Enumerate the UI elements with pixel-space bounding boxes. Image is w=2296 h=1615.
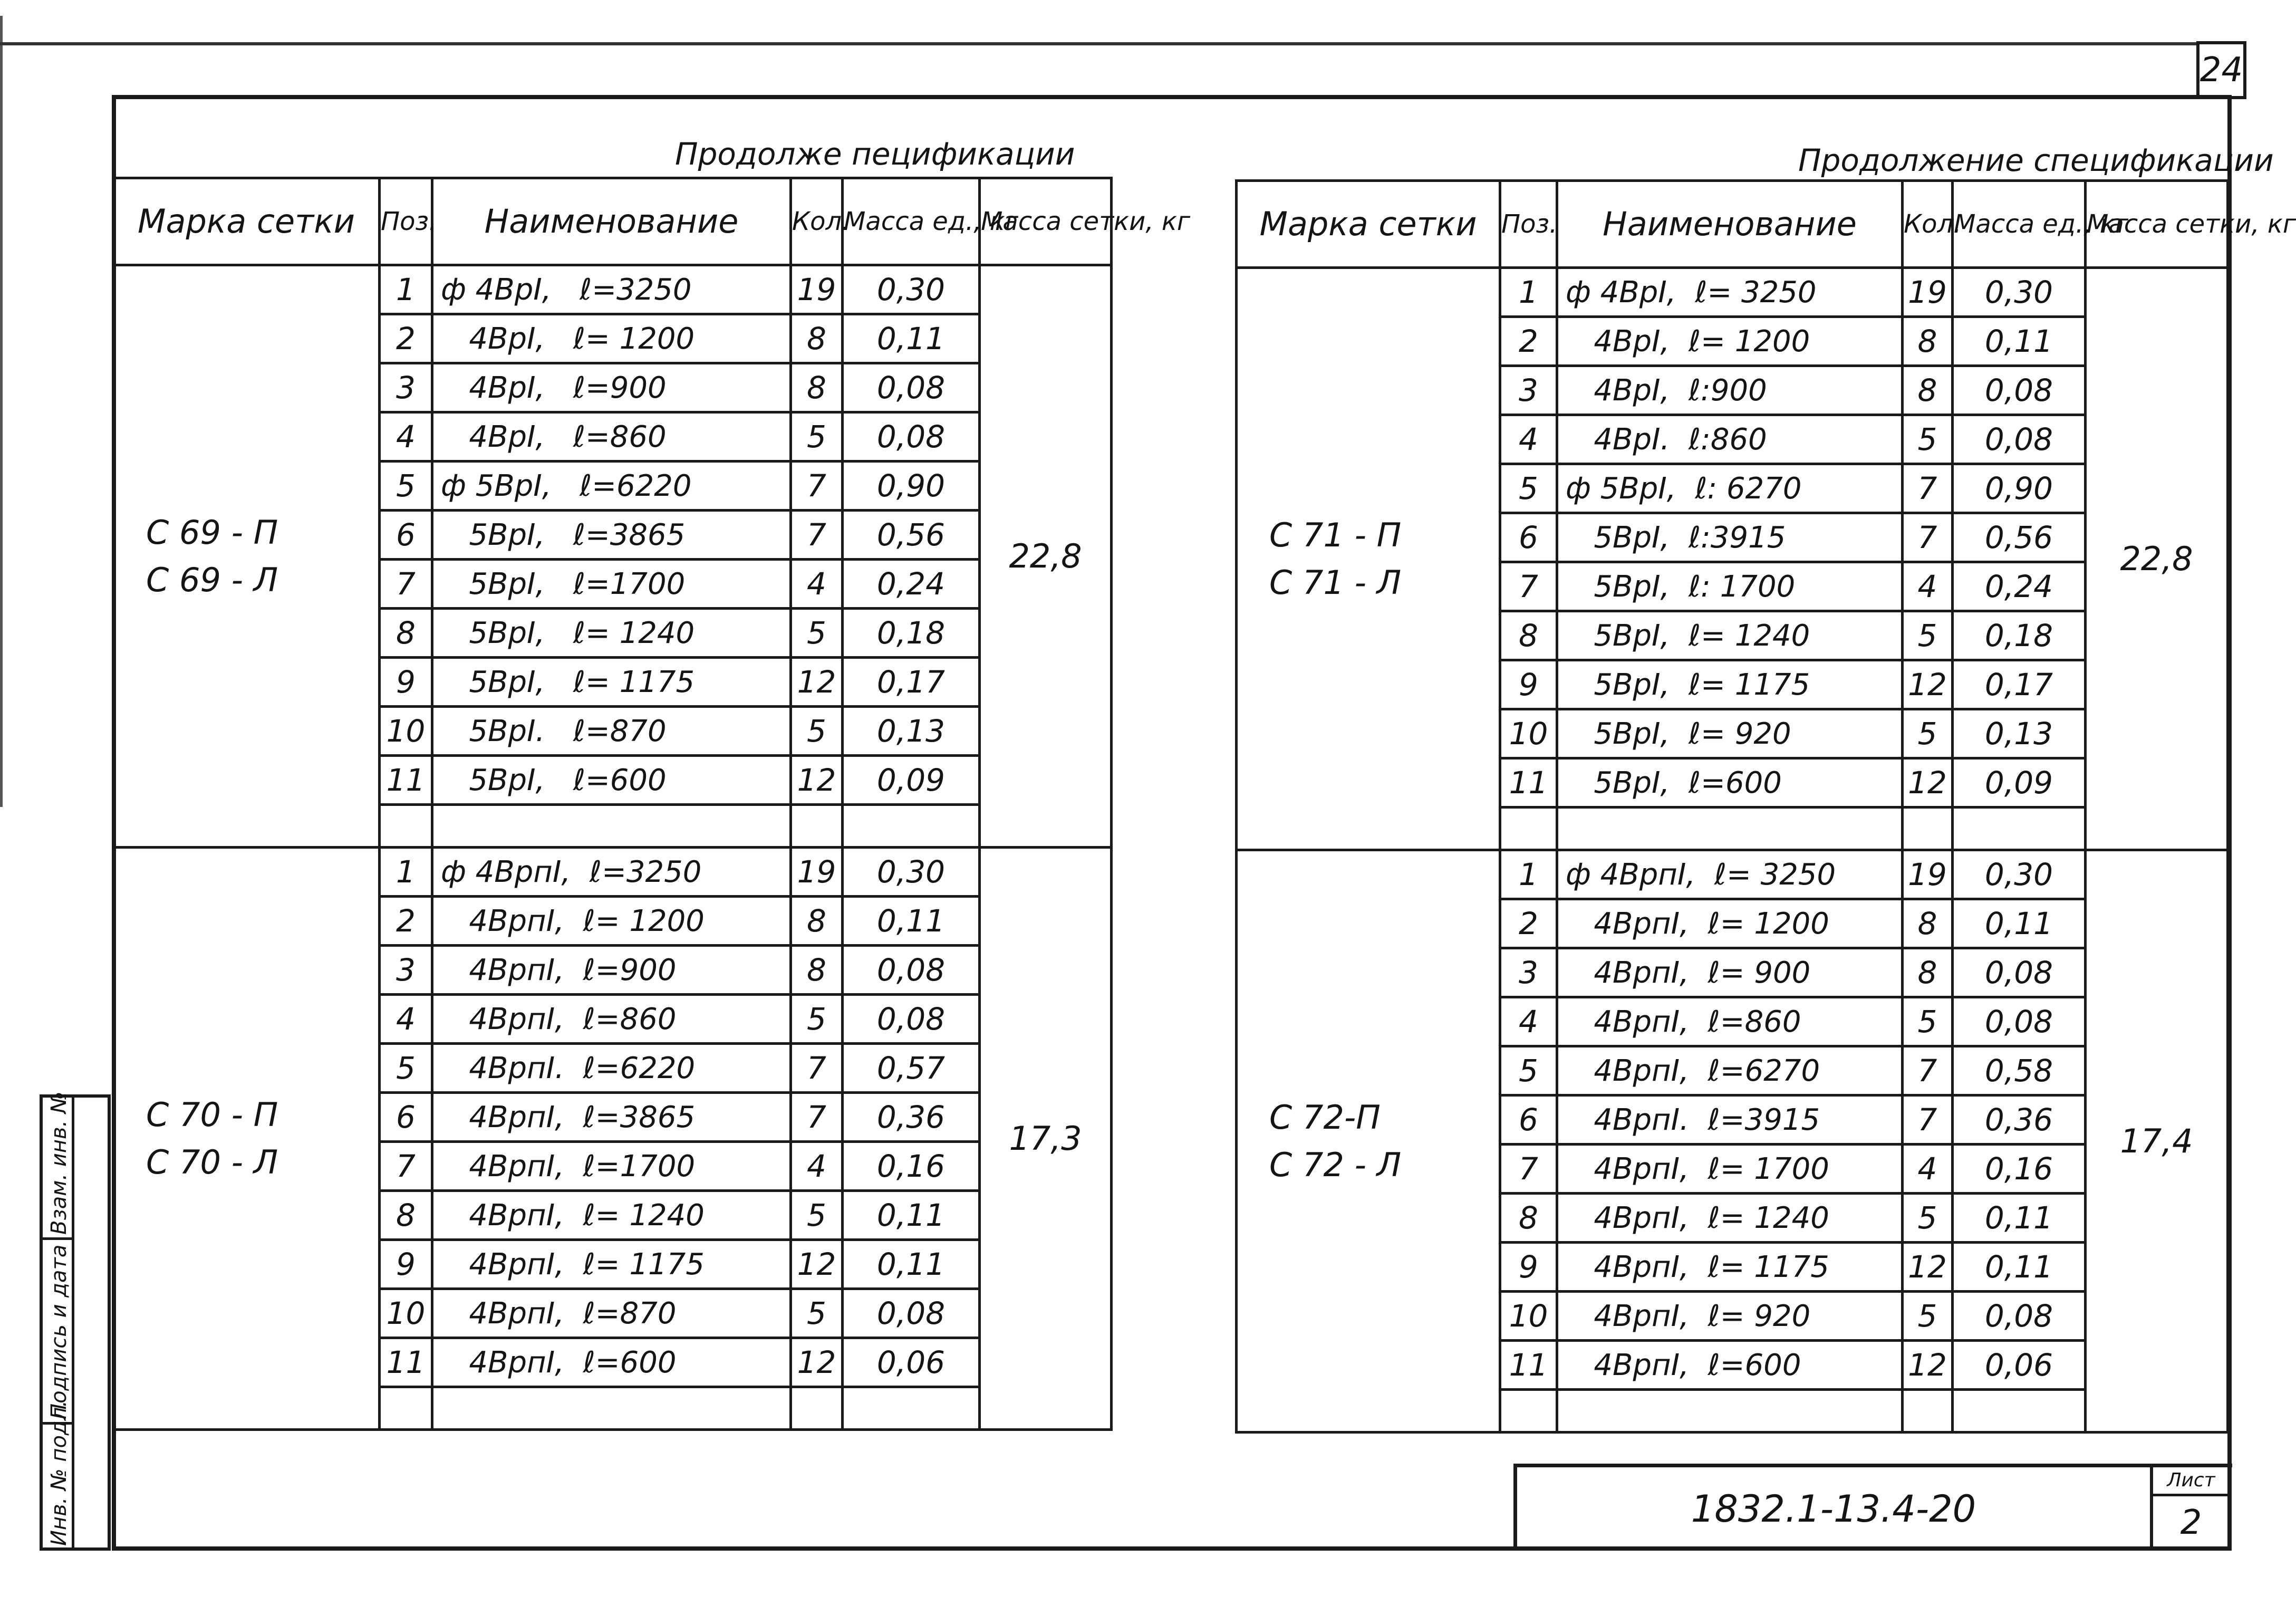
name-cell: 5ВрI, ℓ=1700 [432,560,791,609]
unit-mass-cell: 0,90 [843,462,980,511]
name-cell: ф 4ВрI, ℓ= 3250 [1557,268,1903,317]
header-qty: Кол. [791,178,843,265]
position-cell: 2 [380,897,432,946]
qty-cell: 5 [791,1289,843,1338]
unit-mass-cell: 0,11 [843,1240,980,1289]
sheet-box [2150,1467,2229,1551]
name-cell: 5ВрI, ℓ= 1175 [1557,660,1903,709]
name-cell: 4ВрпI, ℓ=600 [1557,1341,1903,1390]
position-cell: 9 [380,658,432,707]
qty-cell: 5 [1903,709,1953,758]
header-name: Наименование [432,178,791,265]
qty-cell: 5 [1903,1292,1953,1341]
position-cell: 2 [1500,317,1557,366]
empty-cell [432,805,791,848]
qty-cell: 4 [791,1142,843,1191]
unit-mass-cell: 0,30 [843,265,980,314]
position-cell: 5 [1500,464,1557,513]
left-table-caption: Продолже пецификации [675,136,1075,172]
position-cell: 10 [380,1289,432,1338]
qty-cell: 12 [791,1338,843,1387]
name-cell: 5ВрI, ℓ= 1240 [1557,611,1903,660]
qty-cell: 8 [791,363,843,412]
name-cell: 4ВрпI, ℓ= 1200 [1557,899,1903,948]
unit-mass-cell: 0,17 [843,658,980,707]
unit-mass-cell: 0,11 [843,314,980,363]
unit-mass-cell: 0,08 [843,995,980,1044]
name-cell: 4ВрпI, ℓ= 1200 [432,897,791,946]
left-spec-table [112,177,1191,1431]
position-cell: 1 [380,848,432,897]
document-code: 1832.1-13.4-20 [1691,1487,1976,1531]
qty-cell: 12 [1903,758,1953,808]
unit-mass-cell: 0,11 [1953,899,2086,948]
position-cell: 8 [380,609,432,658]
name-cell: 5ВрI, ℓ:3915 [1557,513,1903,562]
right-table-caption: Продолжение спецификации [1798,142,2274,178]
qty-cell: 12 [1903,1341,1953,1390]
qty-cell: 19 [1903,850,1953,899]
unit-mass-cell: 0,56 [843,511,980,560]
unit-mass-cell: 0,09 [1953,758,2086,808]
unit-mass-cell: 0,18 [843,609,980,658]
qty-cell: 8 [1903,948,1953,997]
qty-cell: 8 [791,314,843,363]
empty-cell [843,805,980,848]
name-cell: 4ВрпI, ℓ= 900 [1557,948,1903,997]
name-cell: 5ВрI, ℓ=3865 [432,511,791,560]
mark-left: С 69 - Л [146,560,278,599]
table-row [1237,850,2228,899]
position-cell: 9 [380,1240,432,1289]
header-qty: Кол. [1903,181,1953,268]
qty-cell: 5 [791,995,843,1044]
header-pos: Поз. [380,178,432,265]
unit-mass-cell: 0,08 [1953,415,2086,464]
unit-mass-cell: 0,16 [843,1142,980,1191]
position-cell: 3 [1500,366,1557,415]
unit-mass-cell: 0,56 [1953,513,2086,562]
name-cell: ф 5ВрI, ℓ=6220 [432,462,791,511]
unit-mass-cell: 0,11 [1953,317,2086,366]
empty-cell [1500,1390,1557,1433]
qty-cell: 8 [791,946,843,995]
qty-cell: 12 [1903,1243,1953,1292]
header-net-mass: Масса сетки, кг [2086,181,2228,268]
name-cell: 4ВрпI. ℓ=6220 [432,1044,791,1093]
name-cell: 4ВрпI, ℓ=900 [432,946,791,995]
qty-cell: 4 [1903,562,1953,611]
net-mass-cell: 22,8 [2086,268,2228,850]
position-cell: 6 [380,511,432,560]
unit-mass-cell: 0,13 [843,707,980,756]
qty-cell: 7 [1903,1046,1953,1095]
qty-cell: 7 [791,1044,843,1093]
table-row [113,265,1112,314]
header-mark: Марка сетки [1237,181,1500,268]
unit-mass-cell: 0,90 [1953,464,2086,513]
qty-cell: 8 [1903,899,1953,948]
position-cell: 11 [1500,758,1557,808]
position-cell: 5 [380,1044,432,1093]
header-mark: Марка сетки [113,178,380,265]
unit-mass-cell: 0,30 [1953,850,2086,899]
page-number: 24 [2196,41,2246,99]
name-cell: 4ВрI, ℓ= 1200 [1557,317,1903,366]
empty-cell [380,1387,432,1430]
name-cell: 4ВрпI, ℓ= 1175 [1557,1243,1903,1292]
unit-mass-cell: 0,11 [843,1191,980,1240]
empty-cell [1500,808,1557,850]
mark-right: С 70 - П [146,1095,278,1134]
name-cell: 4ВрпI. ℓ=3915 [1557,1095,1903,1145]
header-unit-mass: Масса ед., кг [843,178,980,265]
name-cell: 5ВрI. ℓ=870 [432,707,791,756]
qty-cell: 12 [1903,660,1953,709]
position-cell: 7 [380,1142,432,1191]
name-cell: 4ВрпI, ℓ= 1240 [1557,1194,1903,1243]
qty-cell: 5 [1903,997,1953,1046]
position-cell: 5 [380,462,432,511]
header-net-mass: Масса сетки, кг [980,178,1112,265]
empty-cell [1903,1390,1953,1433]
qty-cell: 7 [1903,464,1953,513]
unit-mass-cell: 0,09 [843,756,980,805]
qty-cell: 4 [1903,1145,1953,1194]
unit-mass-cell: 0,08 [1953,948,2086,997]
position-cell: 5 [1500,1046,1557,1095]
unit-mass-cell: 0,24 [843,560,980,609]
name-cell: 4ВрпI, ℓ= 1175 [432,1240,791,1289]
sidebar-inv-no: Инв. № подл. [47,1400,71,1546]
position-cell: 4 [1500,415,1557,464]
mark-left: С 71 - Л [1269,563,1402,602]
name-cell: ф 5ВрI, ℓ: 6270 [1557,464,1903,513]
unit-mass-cell: 0,06 [1953,1341,2086,1390]
table-row [1237,268,2228,317]
position-cell: 3 [380,946,432,995]
unit-mass-cell: 0,24 [1953,562,2086,611]
unit-mass-cell: 0,08 [843,1289,980,1338]
net-mass-cell: 17,3 [980,848,1112,1430]
name-cell: 4ВрпI, ℓ=870 [432,1289,791,1338]
position-cell: 7 [1500,562,1557,611]
position-cell: 11 [380,756,432,805]
mark-cell [1237,850,1500,1433]
unit-mass-cell: 0,08 [843,946,980,995]
unit-mass-cell: 0,30 [843,848,980,897]
position-cell: 4 [1500,997,1557,1046]
empty-cell [843,1387,980,1430]
unit-mass-cell: 0,16 [1953,1145,2086,1194]
table-row [113,848,1112,897]
title-block [1513,1464,2232,1551]
unit-mass-cell: 0,18 [1953,611,2086,660]
qty-cell: 12 [791,756,843,805]
qty-cell: 8 [1903,317,1953,366]
header-unit-mass: Масса ед., кг [1953,181,2086,268]
net-mass-cell: 17,4 [2086,850,2228,1433]
unit-mass-cell: 0,17 [1953,660,2086,709]
qty-cell: 7 [791,462,843,511]
position-cell: 1 [380,265,432,314]
empty-cell [1953,1390,2086,1433]
position-cell: 2 [380,314,432,363]
name-cell: 4ВрI, ℓ= 1200 [432,314,791,363]
position-cell: 4 [380,995,432,1044]
unit-mass-cell: 0,57 [843,1044,980,1093]
empty-cell [1557,1390,1903,1433]
name-cell: 4ВрпI, ℓ=3865 [432,1093,791,1142]
qty-cell: 7 [791,1093,843,1142]
position-cell: 6 [1500,513,1557,562]
position-cell: 10 [1500,1292,1557,1341]
unit-mass-cell: 0,36 [843,1093,980,1142]
unit-mass-cell: 0,08 [1953,366,2086,415]
name-cell: 4ВрпI, ℓ=860 [432,995,791,1044]
qty-cell: 5 [1903,415,1953,464]
qty-cell: 5 [1903,611,1953,660]
unit-mass-cell: 0,11 [1953,1243,2086,1292]
qty-cell: 8 [1903,366,1953,415]
qty-cell: 5 [791,609,843,658]
unit-mass-cell: 0,36 [1953,1095,2086,1145]
top-border-line [0,42,2199,45]
qty-cell: 19 [791,848,843,897]
net-mass-cell: 22,8 [980,265,1112,848]
unit-mass-cell: 0,08 [843,363,980,412]
unit-mass-cell: 0,58 [1953,1046,2086,1095]
qty-cell: 7 [1903,1095,1953,1145]
position-cell: 3 [1500,948,1557,997]
header-pos: Поз. [1500,181,1557,268]
unit-mass-cell: 0,08 [1953,1292,2086,1341]
position-cell: 11 [380,1338,432,1387]
mark-left: С 72 - Л [1269,1145,1402,1184]
empty-cell [1903,808,1953,850]
name-cell: ф 4ВрпI, ℓ=3250 [432,848,791,897]
empty-cell [1953,808,2086,850]
position-cell: 6 [1500,1095,1557,1145]
unit-mass-cell: 0,06 [843,1338,980,1387]
name-cell: 5ВрI, ℓ: 1700 [1557,562,1903,611]
position-cell: 9 [1500,660,1557,709]
qty-cell: 12 [791,658,843,707]
qty-cell: 7 [1903,513,1953,562]
position-cell: 6 [380,1093,432,1142]
position-cell: 8 [380,1191,432,1240]
name-cell: 4ВрпI, ℓ=600 [432,1338,791,1387]
name-cell: 4ВрпI, ℓ=860 [1557,997,1903,1046]
mark-cell [1237,268,1500,850]
scan-edge [0,16,3,807]
name-cell: ф 4ВрI, ℓ=3250 [432,265,791,314]
qty-cell: 4 [791,560,843,609]
position-cell: 7 [380,560,432,609]
name-cell: 4ВрпI, ℓ= 1240 [432,1191,791,1240]
qty-cell: 5 [791,412,843,462]
name-cell: 4ВрпI, ℓ=1700 [432,1142,791,1191]
mark-cell [113,848,380,1430]
sidebar-replaces-inv: Взам. инв. № [47,1091,71,1235]
position-cell: 1 [1500,268,1557,317]
position-cell: 2 [1500,899,1557,948]
empty-cell [791,1387,843,1430]
position-cell: 11 [1500,1341,1557,1390]
qty-cell: 5 [791,1191,843,1240]
name-cell: 4ВрпI, ℓ= 1700 [1557,1145,1903,1194]
qty-cell: 19 [1903,268,1953,317]
name-cell: 5ВрI, ℓ=600 [1557,758,1903,808]
empty-cell [380,805,432,848]
qty-cell: 5 [1903,1194,1953,1243]
unit-mass-cell: 0,30 [1953,268,2086,317]
empty-cell [1557,808,1903,850]
unit-mass-cell: 0,11 [843,897,980,946]
qty-cell: 7 [791,511,843,560]
name-cell: ф 4ВрпI, ℓ= 3250 [1557,850,1903,899]
position-cell: 7 [1500,1145,1557,1194]
name-cell: 5ВрI, ℓ= 920 [1557,709,1903,758]
mark-left: С 70 - Л [146,1142,278,1181]
qty-cell: 19 [791,265,843,314]
name-cell: 4ВрI, ℓ=860 [432,412,791,462]
name-cell: 4ВрпI, ℓ=6270 [1557,1046,1903,1095]
empty-cell [791,805,843,848]
position-cell: 3 [380,363,432,412]
position-cell: 8 [1500,1194,1557,1243]
name-cell: 5ВрI, ℓ= 1240 [432,609,791,658]
qty-cell: 8 [791,897,843,946]
sheet-number: 2 [2180,1503,2202,1542]
name-cell: 4ВрI, ℓ:900 [1557,366,1903,415]
mark-right: С 69 - П [146,513,278,552]
empty-cell [432,1387,791,1430]
mark-cell [113,265,380,848]
position-cell: 4 [380,412,432,462]
position-cell: 8 [1500,611,1557,660]
position-cell: 10 [380,707,432,756]
position-cell: 1 [1500,850,1557,899]
mark-right: С 71 - П [1269,515,1402,554]
name-cell: 5ВрI, ℓ= 1175 [432,658,791,707]
unit-mass-cell: 0,13 [1953,709,2086,758]
sheet-label: Лист [2153,1467,2229,1496]
approval-sidebar [40,1091,111,1551]
name-cell: 5ВрI, ℓ=600 [432,756,791,805]
header-name: Наименование [1557,181,1903,268]
unit-mass-cell: 0,11 [1953,1194,2086,1243]
sidebar-signature-date: Подпись и дата [47,1244,71,1419]
position-cell: 9 [1500,1243,1557,1292]
name-cell: 4ВрI, ℓ=900 [432,363,791,412]
mark-right: С 72-П [1269,1098,1381,1137]
right-spec-table [1235,179,2296,1434]
qty-cell: 5 [791,707,843,756]
position-cell: 10 [1500,709,1557,758]
qty-cell: 12 [791,1240,843,1289]
unit-mass-cell: 0,08 [1953,997,2086,1046]
name-cell: 4ВрпI, ℓ= 920 [1557,1292,1903,1341]
unit-mass-cell: 0,08 [843,412,980,462]
name-cell: 4ВрI. ℓ:860 [1557,415,1903,464]
